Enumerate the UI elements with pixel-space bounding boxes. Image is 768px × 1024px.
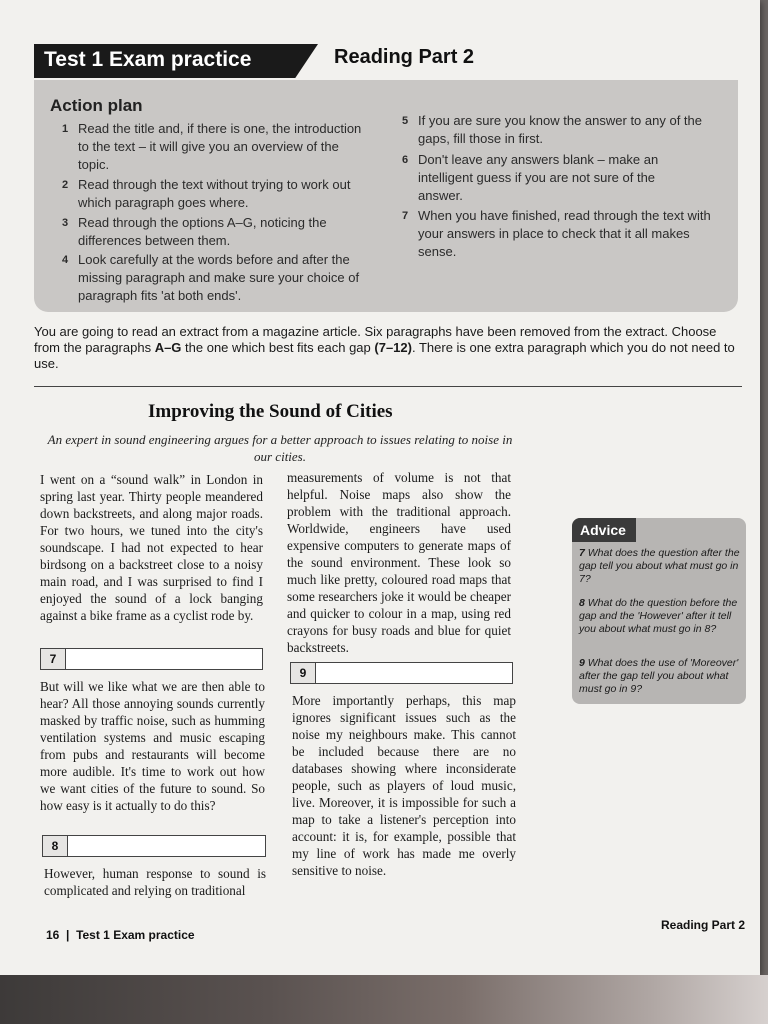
gap-number: 7 bbox=[41, 649, 66, 669]
footer-test-label: Test 1 Exam practice bbox=[76, 928, 195, 942]
article-column-1-part-3 bbox=[44, 865, 266, 899]
article-column-2-part-2 bbox=[292, 692, 516, 879]
plan-item-text: Read through the text without trying to work out which paragraph goes where. bbox=[78, 177, 351, 210]
footer-separator: | bbox=[66, 928, 70, 942]
plan-item-1 bbox=[62, 120, 362, 174]
plan-item-4 bbox=[62, 251, 380, 305]
article-column-2 bbox=[287, 469, 511, 656]
article-subtitle: An expert in sound engineering argues for a better approach to issues relating to noise in our cities. bbox=[47, 432, 513, 464]
section-title: Reading Part 2 bbox=[334, 46, 475, 68]
advice-item-9 bbox=[579, 657, 743, 696]
article-column-1 bbox=[40, 471, 263, 624]
divider bbox=[34, 386, 742, 387]
page-number: 16 bbox=[46, 928, 60, 942]
plan-item-text: If you are sure you know the answer to any of the gaps, fill those in first. bbox=[418, 113, 702, 146]
plan-item-text: When you have finished, read through the text with your answers in place to check that it all makes sense. bbox=[418, 208, 711, 259]
plan-item-number: 7 bbox=[402, 210, 409, 222]
plan-item-number: 5 bbox=[402, 115, 409, 127]
plan-item-3 bbox=[62, 214, 362, 250]
plan-item-7 bbox=[402, 207, 720, 261]
test-title: Test 1 Exam practice bbox=[44, 48, 252, 71]
article-paragraph: More importantly perhaps, this map ignores significant issues such as the noise my neighbours make. This cannot be included because there are no databases showing where inconsiderate people, such as players of loud music, live. Moreover, it is impossible for such a map to take a listener's perception into account: it is, for example, possible that my line of work has made me overly sensitive to noise. bbox=[292, 693, 516, 878]
instructions-text: . There is one extra paragraph which you do not need to use. bbox=[34, 340, 735, 371]
instructions-text: the one which best fits each gap bbox=[181, 340, 375, 355]
advice-item-number: 9 bbox=[579, 657, 585, 669]
advice-item-8 bbox=[579, 597, 743, 636]
gap-number: 9 bbox=[291, 663, 316, 683]
page-footer-left bbox=[46, 928, 195, 942]
plan-item-number: 2 bbox=[62, 179, 69, 191]
plan-item-text: Read the title and, if there is one, the introduction to the text – it will give you an overview of the topic. bbox=[78, 121, 362, 172]
gap-9-answer-box[interactable] bbox=[290, 662, 513, 684]
advice-title: Advice bbox=[572, 518, 636, 542]
advice-item-number: 7 bbox=[579, 547, 585, 559]
action-plan-title: Action plan bbox=[50, 96, 143, 115]
plan-item-5 bbox=[402, 112, 712, 148]
plan-item-2 bbox=[62, 176, 380, 212]
advice-item-number: 8 bbox=[579, 597, 585, 609]
instructions-options: A–G bbox=[154, 340, 182, 355]
plan-item-number: 3 bbox=[62, 217, 69, 229]
background-surface bbox=[0, 975, 768, 1024]
advice-item-text: What does the use of 'Moreover' after the gap tell you about what must go in 9? bbox=[579, 657, 739, 695]
plan-item-number: 1 bbox=[62, 123, 69, 135]
article-title: Improving the Sound of Cities bbox=[148, 401, 393, 422]
gap-8-answer-box[interactable] bbox=[42, 835, 266, 857]
task-instructions bbox=[34, 324, 744, 372]
plan-item-text: Don't leave any answers blank – make an intelligent guess if you are not sure of the answer. bbox=[418, 152, 659, 203]
plan-item-number: 4 bbox=[62, 254, 69, 266]
article-paragraph: However, human response to sound is complicated and relying on traditional bbox=[44, 866, 266, 898]
instructions-gaps: (7–12) bbox=[374, 340, 412, 355]
plan-item-number: 6 bbox=[402, 154, 409, 166]
plan-item-6 bbox=[402, 151, 702, 205]
advice-item-7 bbox=[579, 547, 743, 586]
instructions-text: You are going to read an extract from a magazine article. Six paragraphs have been removed from the extract. Choose from the paragraphs bbox=[34, 324, 717, 355]
advice-item-text: What does the question after the gap tell you about what must go in 7? bbox=[579, 547, 740, 585]
gap-7-answer-box[interactable] bbox=[40, 648, 263, 670]
plan-item-text: Read through the options A–G, noticing the differences between them. bbox=[78, 215, 327, 248]
article-paragraph: measurements of volume is not that helpful. Noise maps also show the problem with the traditional approach. Worldwide, engineers have used expensive computers to generate maps of the sound environment. These look so much like pretty, coloured road maps that some researchers joke it would be cheaper and quicker to colour in a map, using red crayons for busy roads and blue for quiet backstreets. bbox=[287, 470, 511, 655]
gap-number: 8 bbox=[43, 836, 68, 856]
page-footer-right: Reading Part 2 bbox=[661, 918, 746, 932]
advice-item-text: What do the question before the gap and the 'However' after it tell you about what must go in 8? bbox=[579, 597, 738, 635]
article-paragraph: But will we like what we are then able to hear? All those annoying sounds currently masked by traffic noise, such as humming ventilation systems and music escaping from pubs and restaurants will become more audible. It's time to work out how we want cities of the future to sound. So how easy is it actually to do this? bbox=[40, 679, 265, 813]
article-paragraph: I went on a “sound walk” in London in spring last year. Thirty people meandered down backstreets, and along major roads. For two hours, we tuned into the city's soundscape. I had not expected to hear birdsong on a backstreet close to a noisy main road, and I was surprised to find I enjoyed the sound of a lock banging against a bike frame as a cyclist rode by. bbox=[40, 472, 263, 623]
plan-item-text: Look carefully at the words before and after the missing paragraph and make sure your choice of paragraph fits 'at both ends'. bbox=[78, 252, 360, 303]
article-column-1-part-2 bbox=[40, 678, 265, 814]
